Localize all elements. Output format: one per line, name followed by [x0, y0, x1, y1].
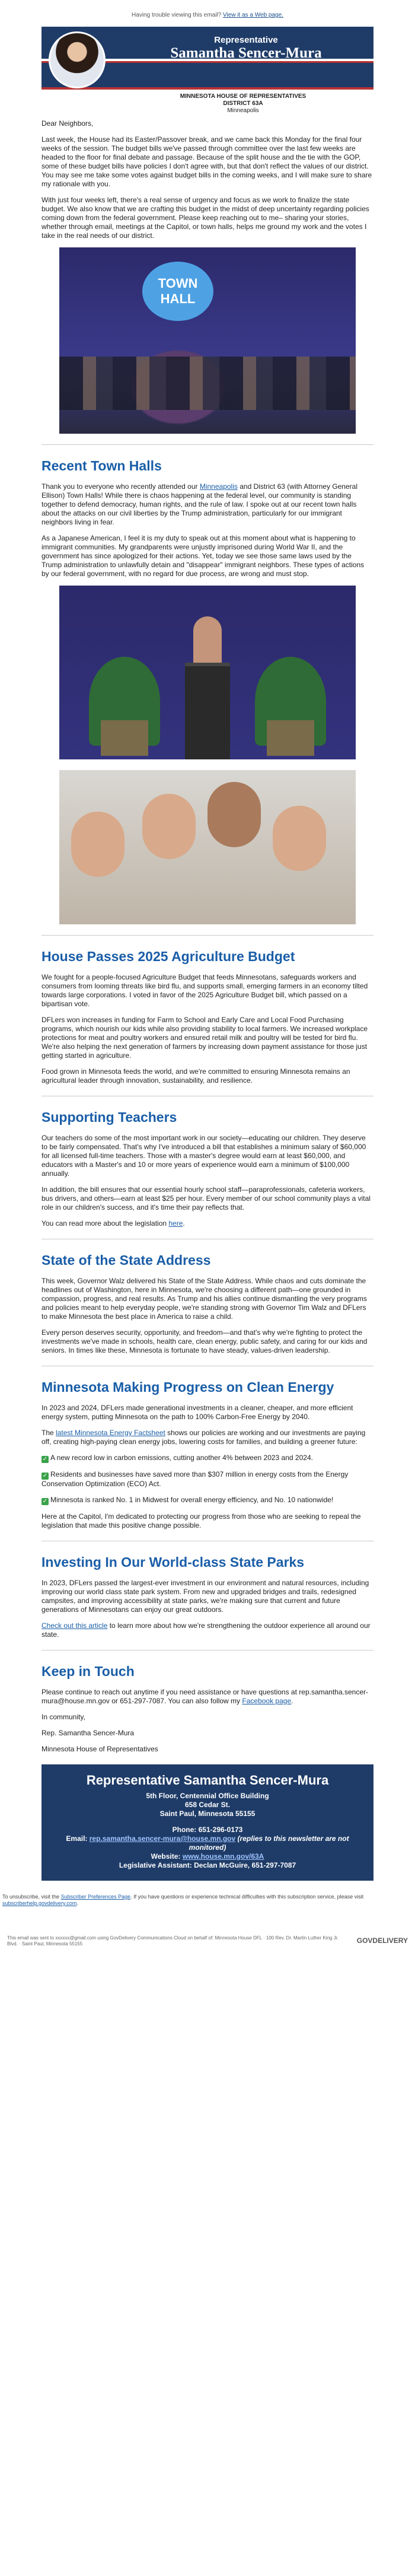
agriculture-paragraph-3: Food grown in Minnesota feeds the world, and we're committed to ensuring Minnesota remains an agricultural leader through innovation, sustainability, and resilience.: [42, 1067, 350, 1085]
greeting: Dear Neighbors,: [42, 119, 94, 128]
energy-paragraph-2: The latest Minnesota Energy Factsheet shows our policies are working and our investments are paying off, creating high-paying clean energy jobs, lowering costs for families, and building a greener future:: [42, 1429, 366, 1446]
energy-paragraph-3: Here at the Capitol, I'm dedicated to protecting our progress from those who are seeking to repeal the legislation that made this positive change possible.: [42, 1512, 361, 1529]
govdelivery-logo: GOVDELIVERY: [356, 1936, 408, 1945]
office-info: [42, 90, 374, 119]
legislation-link[interactable]: here: [168, 1219, 183, 1227]
section-heading-parks: Investing In Our World-class State Parks: [42, 1554, 305, 1570]
footer-assistant: Legislative Assistant: Declan McGuire, 651-297-7087: [119, 1861, 296, 1869]
facebook-link[interactable]: Facebook page: [242, 1697, 292, 1705]
signature-name: Rep. Samantha Sencer-Mura: [42, 1729, 135, 1737]
face: [142, 794, 196, 859]
preheader-text: Having trouble viewing this email?: [132, 12, 222, 18]
office-line-district: DISTRICT 63A: [223, 100, 263, 107]
face: [208, 782, 261, 847]
energy-check-3: ✓ Minnesota is ranked No. 1 in Midwest for overall energy efficiency, and No. 10 nationwide!: [42, 1496, 334, 1505]
teachers-paragraph-2: In addition, the bill ensures that our essential hourly school staff—paraprofessionals, cafeteria workers, bus drivers, and others—earn at least $25 per hour. Every member of our school community plays a vital role in our children's success, and it's time their pay reflects that.: [42, 1185, 371, 1211]
footer-address-3: Saint Paul, Minnesota 55155: [159, 1809, 256, 1818]
header-banner: [42, 27, 374, 90]
intro-paragraph-2: With just four weeks left, there's a real sense of urgency and focus as we work to finalize the state budget. We also know that we are crafting this budget in the midst of deep uncertainty regarding policies coming down from the federal government. Please keep reaching out to me– sharing your stories, whether through email, meetings at the Capitol, or town halls, helps me ground my work and the votes I take in the real needs of our district.: [42, 196, 369, 240]
check-icon: ✓: [42, 1473, 48, 1479]
representative-photo: [49, 31, 106, 88]
intro-paragraph-1: Last week, the House had its Easter/Passover break, and we came back this Monday for the final four weeks of the session. The budget bills we've passed through committee over the last few weeks are headed to the floor for final debate and passage. Because of the split house and the tie with the GOP, some of these budget bills have policies I don't agree with, but that don't reflect the values of our district. You may see me take some votes against budget bills in the coming weeks, and I will make sure to share my rationale with you.: [42, 135, 372, 188]
footer: [42, 1764, 374, 1881]
contact-paragraph-1: Please continue to reach out anytime if you need assistance or have questions at rep.samantha.sencer-mura@house.mn.gov or 651-297-7087. You can also follow my Facebook page.: [42, 1688, 368, 1705]
section-heading-contact: Keep in Touch: [42, 1664, 135, 1679]
section-heading-agriculture: House Passes 2025 Agriculture Budget: [42, 949, 295, 964]
energy-check-2: ✓ Residents and businesses have saved more than $307 million in energy costs from the Energy Conservation Optimization (ECO) Act.: [42, 1470, 349, 1488]
pot-left: [101, 720, 148, 756]
footer-email-link[interactable]: rep.samantha.sencer-mura@house.mn.gov: [89, 1834, 236, 1843]
selfie-photo: [59, 770, 356, 924]
section-heading-town-halls: Recent Town Halls: [42, 458, 162, 473]
subscriber-preferences-link[interactable]: Subscriber Preferences Page: [60, 1894, 131, 1900]
agriculture-paragraph-1: We fought for a people-focused Agriculture Budget that feeds Minnesotans, safeguards workers and consumers from looming threats like bird flu, and supports small, emerging farmers in an economy tilted towards large corporations. I voted in favor of the 2025 Agriculture Budget bill, which passed on a bipartisan vote.: [42, 973, 368, 1008]
office-line-city: Minneapolis: [227, 107, 259, 114]
footer-phone: Phone: 651-296-0173: [172, 1826, 243, 1834]
subscriber-help-link[interactable]: subscriberhelp.govdelivery.com: [2, 1900, 77, 1906]
panel-row: [59, 357, 356, 410]
podium: [185, 663, 230, 759]
state-paragraph-2: Every person deserves security, opportunity, and freedom—and that's why we're fighting to protect the investments we've made in schools, health care, clean energy, public safety, and caring for our kids and seniors. In times like these, Minnesota is fortunate to have steady, values-driven leadership.: [42, 1328, 368, 1354]
state-paragraph-1: This week, Governor Walz delivered his State of the State Address. While chaos and cuts dominate the headlines out of Washington, here in Minnesota, we're choosing a different path—one grounded in compassion, progress, and real results. As Trump and his allies continue dismantling the very programs and policies meant to help everyday people, we're standing strong with Governor Tim Walz and DFLers to make Minnesota the best place in America to raise a child.: [42, 1277, 367, 1321]
town-halls-paragraph-2: As a Japanese American, I feel it is my duty to speak out at this moment about what is happening to immigrant communities. My grandparents were unjustly imprisoned during World War II, and the government has since apologized for their actions. Yet, today we see those same laws used by the Trump administration to unlawfully detain and "disappear" immigrant neighbors. These types of actions by our federal government, with no regard for due process, are wrong and must stop.: [42, 534, 365, 578]
pot-right: [267, 720, 314, 756]
parks-paragraph-2: Check out this article to learn more about how we're strengthening the outdoor experience all around our state.: [42, 1621, 371, 1639]
check-icon: ✓: [42, 1498, 48, 1505]
content: [42, 119, 374, 1754]
parks-article-link[interactable]: Check out this article: [42, 1621, 108, 1630]
energy-check-1: ✓ A new record low in carbon emissions, cutting another 4% between 2023 and 2024.: [42, 1454, 313, 1462]
town-halls-paragraph-1: Thank you to everyone who recently attended our Minneapolis and District 63 (with Attorney General Ellison) Town Halls! While there is chaos happening at the federal level, our community is standing together to defend democracy, human rights, and the rule of law. I spoke out at our recent town halls about the attacks on our civil liberties by the Trump administration, particularly for our immigrant neighbors living in fear.: [42, 482, 357, 526]
parks-paragraph-1: In 2023, DFLers passed the largest-ever investment in our environment and natural resources, including improving our world class state park system. From new and upgraded bridges and trails, redesigned campsites, and improving accessibility at state parks, we're making sure that current and future generations of Minnesotans can enjoy our great outdoors.: [42, 1579, 369, 1614]
face: [273, 806, 326, 871]
sender-text: This email was sent to xxxxxx@gmail.com using GovDelivery Communications Cloud on behalf of: Minnesota House DFL · 100 Rev. Dr. Martin Luther King Jr. Blvd. · Saint Paul, Minnesota 55155: [7, 1935, 339, 1947]
section-heading-state: State of the State Address: [42, 1252, 211, 1268]
energy-paragraph-1: In 2023 and 2024, DFLers made generational investments in a cleaner, cheaper, and more efficient energy system, putting Minnesota on the path to 100% Carbon-Free Energy by 2040.: [42, 1404, 353, 1421]
footer-website-link[interactable]: www.house.mn.gov/63A: [182, 1852, 264, 1861]
check-icon: ✓: [42, 1456, 48, 1462]
footer-email: Email: rep.samantha.sencer-mura@house.mn.gov (replies to this newsletter are not monitored): [66, 1834, 349, 1852]
face: [71, 812, 124, 877]
closing: In community,: [42, 1713, 85, 1721]
preheader: [0, 0, 415, 27]
energy-factsheet-link[interactable]: latest Minnesota Energy Factsheet: [56, 1429, 165, 1437]
footer-address-1: 5th Floor, Centennial Office Building: [146, 1792, 269, 1800]
speaker: [193, 616, 222, 670]
sender-notice: [0, 1907, 415, 1947]
minneapolis-link[interactable]: Minneapolis: [199, 482, 238, 491]
section-divider: [42, 444, 374, 445]
section-divider: [42, 935, 374, 936]
town-hall-sign: TOWN HALL: [142, 262, 213, 321]
teachers-paragraph-1: Our teachers do some of the most important work in our society—educating our children. They deserve to be fairly compensated. That's why I've introduced a bill that establishes a minimum salary of $60,000 for all licensed full-time teachers. Those with a master's degree would earn at least $60,000, and educators with a Master's and 10 or more years of experience would earn a minimum of $100,000 annually.: [42, 1134, 366, 1178]
web-version-link[interactable]: View it as a Web page.: [223, 12, 283, 18]
town-hall-photo: [59, 247, 356, 434]
banner-title: Samantha Sencer-Mura: [170, 45, 322, 61]
teachers-paragraph-3: You can read more about the legislation here.: [42, 1219, 185, 1227]
agriculture-paragraph-2: DFLers won increases in funding for Farm to School and Early Care and Local Food Purchasing programs, which nourish our kids while also providing stability to local farmers. We increased workplace protections for meat and poultry workers and ensured retail milk and poultry will be tested for bird flu. We're also helping the next generation of farmers by increasing down payment assistance for those just getting started in agriculture.: [42, 1016, 368, 1060]
footer-website: Website: www.house.mn.gov/63A: [151, 1852, 264, 1861]
section-heading-teachers: Supporting Teachers: [42, 1109, 177, 1125]
banner-title-small: Representative: [214, 35, 278, 45]
signature-title: Minnesota House of Representatives: [42, 1745, 158, 1753]
section-heading-energy: Minnesota Making Progress on Clean Energy: [42, 1379, 334, 1395]
newsletter: [42, 27, 374, 1881]
footer-name: Representative Samantha Sencer-Mura: [86, 1773, 329, 1788]
podium-photo: [59, 586, 356, 759]
footer-address-2: 658 Cedar St.: [184, 1801, 231, 1809]
office-line-house: MINNESOTA HOUSE OF REPRESENTATIVES: [180, 93, 307, 100]
unsubscribe-notice: To unsubscribe, visit the Subscriber Preferences Page. If you have questions or experience technical difficulties with this subscription service, please visit subscriberhelp.govdelivery.com.: [2, 1894, 364, 1906]
